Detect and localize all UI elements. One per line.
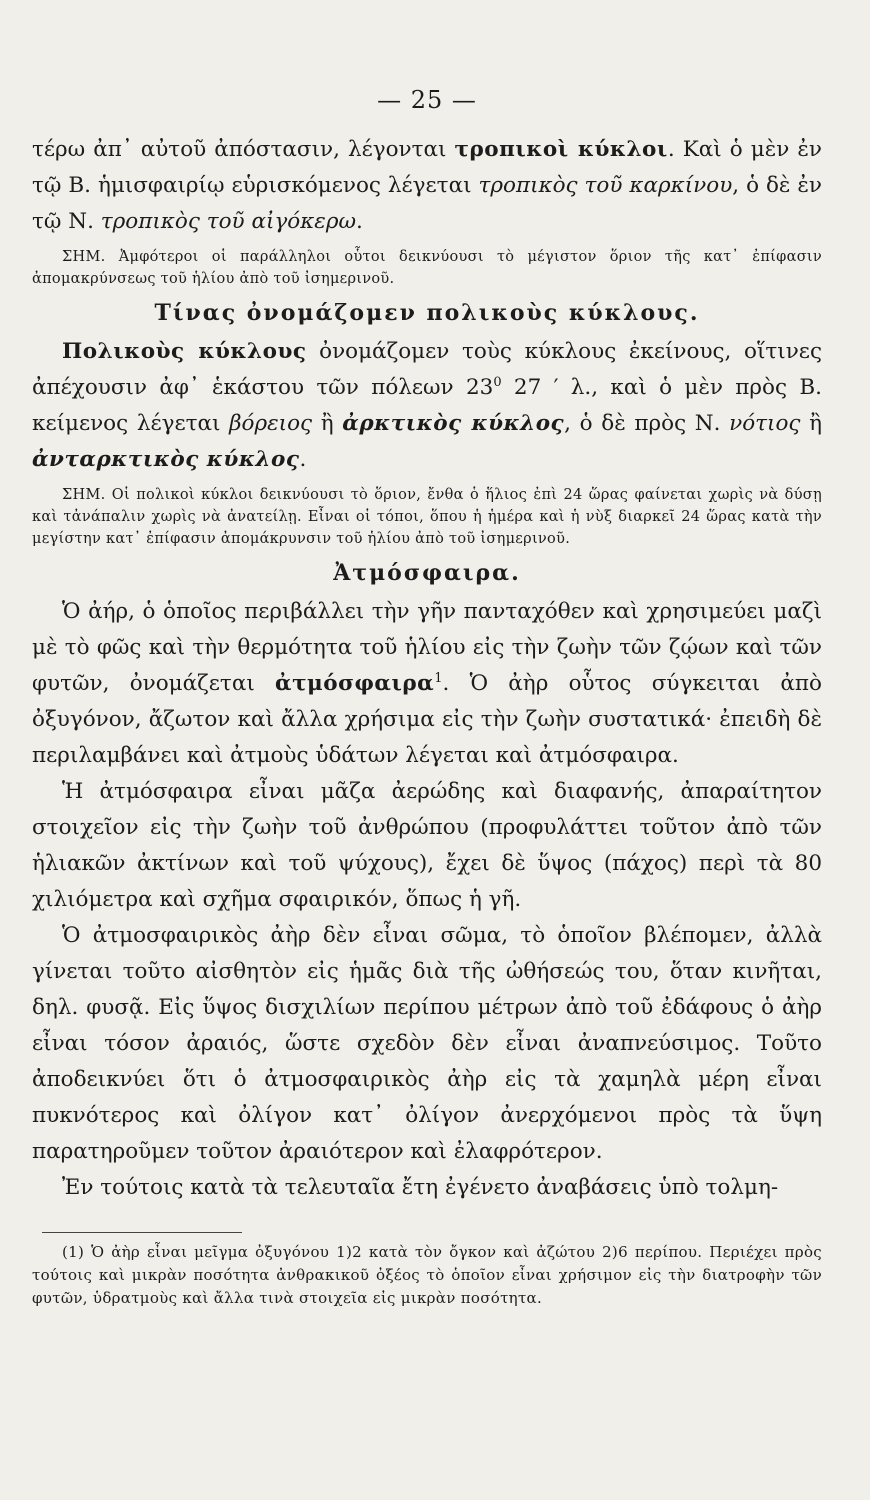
term-arctic-circle: ἀρκτικὸς κύκλος — [342, 411, 565, 436]
paragraph-tropics — [32, 132, 822, 240]
section-heading-atmosphere: Ἀτμόσφαιρα. — [333, 560, 521, 586]
text-run: ὀνομάζομεν τοὺς κύκλους ἐκείνους, οἵτινες ἀπέχουσιν ἀφ᾽ ἑκάστου τῶν πόλεων 23 — [32, 339, 822, 400]
text-run: ἢ — [312, 411, 343, 436]
text-run: ἢ — [800, 411, 822, 436]
text-run: . — [356, 209, 363, 234]
text-run: τέρω ἀπ᾽ αὐτοῦ ἀπόστασιν, λέγονται — [32, 137, 455, 162]
text-run: 27 ′ λ., καὶ ὁ μὲν πρὸς Β. κείμενος λέγεται — [32, 375, 822, 436]
footnote-text: Ὁ ἀὴρ εἶναι μεῖγμα ὀξυγόνου 1)2 κατὰ τὸν ὄγκον καὶ ἀζώτου 2)6 περίπου. Περιέχει πρὸς τούτοις καὶ μικρὰν ποσότητα ἀνθρακικοῦ ὀξέος τὸ ὁποῖον εἶναι χρήσιμον εἰς τὴν διατροφὴν τῶν φυτῶν, ὑδρατμοὺς καὶ ἄλλα τινὰ στοιχεῖα εἰς μικρὰν ποσότητα. — [32, 1243, 822, 1307]
note-tropics: ΣΗΜ. Ἀμφότεροι οἱ παράλληλοι οὗτοι δεικνύουσι τὸ μέγιστον ὅριον τῆς κατ᾽ ἐπίφασιν ἀπομακρύνσεως τοῦ ἡλίου ἀπὸ τοῦ ἰσημερινοῦ. — [32, 249, 822, 287]
text-run: . — [299, 447, 307, 472]
page-number: — 25 — — [377, 86, 477, 114]
term-tropic-capricorn: τροπικὸς τοῦ αἰγόκερω — [100, 209, 356, 234]
text-run: . Ὁ ἀὴρ οὗτος σύγκειται ἀπὸ ὀξυγόνον, ἄζωτον καὶ ἄλλα χρήσιμα εἰς τὴν ζωὴν συστατικά· ἐπειδὴ δὲ περιλαμβάνει καὶ ἀτμοὺς ὑδάτων λέγεται καὶ ἀτμόσφαιρα. — [32, 671, 822, 768]
text-run: Ὁ ἀήρ, ὁ ὁποῖος περιβάλλει τὴν γῆν πανταχόθεν καὶ χρησιμεύει μαζὶ μὲ τὸ φῶς καὶ τὴν θερμότητα τοῦ ἡλίου εἰς τὴν ζωὴν τῶν ζῴων καὶ τῶν φυτῶν, ὀνομάζεται — [32, 599, 822, 696]
footnote — [32, 1241, 822, 1310]
paragraph-polar-circles — [32, 334, 822, 478]
footnote-divider — [42, 1232, 242, 1233]
term-boreal: βόρειος — [229, 411, 313, 436]
footnote-ref[interactable]: 1 — [434, 670, 443, 686]
paragraph-ascents: Ἐν τούτοις κατὰ τὰ τελευταῖα ἔτη ἐγένετο ἀναβάσεις ὑπὸ τολμη- — [62, 1175, 779, 1200]
text-run: . Καὶ ὁ μὲν ἐν τῷ Β. ἡμισφαιρίῳ εὑρισκόμενος λέγεται — [32, 137, 822, 198]
note-polar-circles: ΣΗΜ. Οἱ πολικοὶ κύκλοι δεικνύουσι τὸ ὅριον, ἔνθα ὁ ἥλιος ἐπὶ 24 ὥρας φαίνεται χωρὶς νὰ δύσῃ καὶ τἀνάπαλιν χωρὶς νὰ ἀνατείλῃ. Εἶναι οἱ τόποι, ὅπου ἡ ἡμέρα καὶ ἡ νὺξ διαρκεῖ 24 ὥρας κατὰ τὴν μεγίστην κατ᾽ ἐπίφασιν ἀπομάκρυνσιν τοῦ ἡλίου ἀπὸ τοῦ ἰσημερινοῦ. — [32, 487, 822, 547]
text-run: , ὁ δὲ πρὸς Ν. — [564, 411, 730, 436]
paragraph-atmospheric-air: Ὁ ἀτμοσφαιρικὸς ἀὴρ δὲν εἶναι σῶμα, τὸ ὁποῖον βλέπομεν, ἀλλὰ γίνεται τοῦτο αἰσθητὸν εἰς ἡμᾶς διὰ τῆς ὠθήσεώς του, ὅταν κινῆται, δηλ. φυσᾷ. Εἰς ὕψος δισχιλίων περίπου μέτρων ἀπὸ τοῦ ἐδάφους ὁ ἀὴρ εἶναι τόσον ἀραιός, ὥστε σχεδὸν δὲν εἶναι ἀναπνεύσιμος. Τοῦτο ἀποδεικνύει ὅτι ὁ ἀτμοσφαιρικὸς ἀὴρ εἰς τὰ χαμηλὰ μέρη εἶναι πυκνότερος καὶ ὀλίγον κατ᾽ ὀλίγον ἀνερχόμενοι πρὸς τὰ ὕψη παρατηροῦμεν τοῦτον ἀραιότερον καὶ ἐλαφρότερον. — [32, 923, 822, 1164]
term-atmosphere: ἀτμόσφαιρα — [275, 671, 435, 696]
term-southern: νότιος — [729, 411, 801, 436]
section-heading-polar-circles: Τίνας ὀνομάζομεν πολικοὺς κύκλους. — [154, 300, 700, 326]
paragraph-atmosphere-definition — [32, 594, 822, 774]
term-tropics: τροπικοὶ κύκλοι — [454, 137, 668, 162]
term-polar-circles: Πολικοὺς κύκλους — [62, 339, 307, 364]
term-antarctic-circle: ἀνταρκτικὸς κύκλος — [32, 447, 300, 472]
paragraph-atmosphere-properties: Ἡ ἀτμόσφαιρα εἶναι μᾶζα ἀερώδης καὶ διαφανής, ἀπαραίτητον στοιχεῖον εἰς τὴν ζωὴν τοῦ ἀνθρώπου (προφυλάττει τοῦτον ἀπὸ τῶν ἡλιακῶν ἀκτίνων καὶ τοῦ ψύχους), ἔχει δὲ ὕψος (πάχος) περὶ τὰ 80 χιλιόμετρα καὶ σχῆμα σφαιρικόν, ὅπως ἡ γῆ. — [32, 779, 822, 912]
footnote-number: (1) — [62, 1243, 85, 1261]
degree-mark: 0 — [493, 374, 502, 390]
text-run: , ὁ δὲ ἐν τῷ Ν. — [32, 173, 822, 234]
term-tropic-cancer: τροπικὸς τοῦ καρκίνου — [478, 173, 733, 198]
